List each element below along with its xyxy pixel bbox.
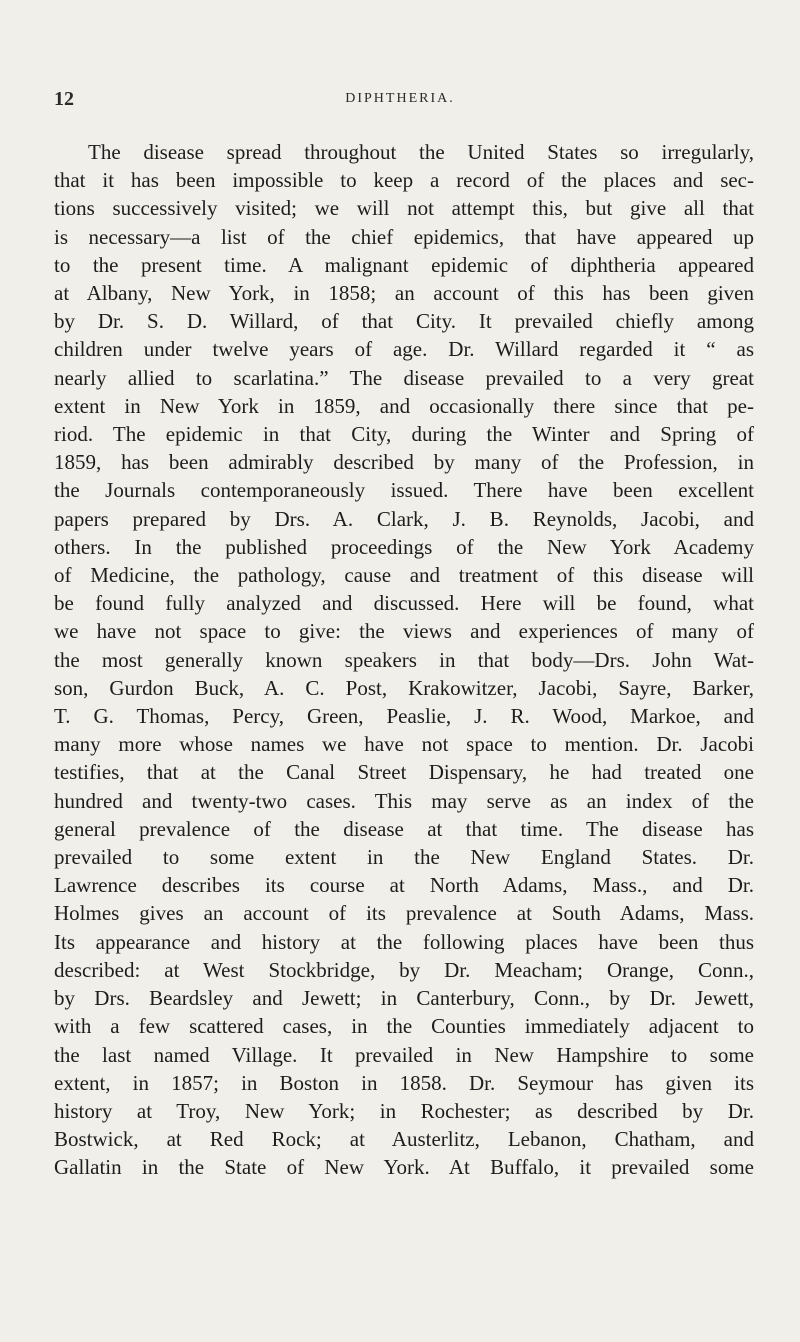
text-line: tions successively visited; we will not attempt this, but give all that xyxy=(54,196,754,221)
text-line: with a few scattered cases, in the Counties immediately adjacent to xyxy=(54,1014,754,1039)
text-line: Its appearance and history at the following places have been thus xyxy=(54,929,754,954)
text-line: the last named Village. It prevailed in New Hampshire to some xyxy=(54,1042,754,1067)
text-line: is necessary—a list of the chief epidemics, that have appeared up xyxy=(54,224,754,249)
text-line: Gallatin in the State of New York. At Buffalo, it prevailed some xyxy=(54,1155,754,1180)
text-line: Lawrence describes its course at North Adams, Mass., and Dr. xyxy=(54,873,754,898)
text-line: prevailed to some extent in the New England States. Dr. xyxy=(54,845,754,870)
running-title: DIPHTHERIA. xyxy=(345,91,455,106)
text-line: papers prepared by Drs. A. Clark, J. B. Reynolds, Jacobi, and xyxy=(54,506,754,531)
text-line: extent in New York in 1859, and occasionally there since that pe- xyxy=(54,393,754,418)
text-line: others. In the published proceedings of the New York Academy xyxy=(54,534,754,559)
text-line: The disease spread throughout the United States so irregularly, xyxy=(88,140,754,164)
page-number: 12 xyxy=(54,88,74,110)
text-line: T. G. Thomas, Percy, Green, Peaslie, J. R. Wood, Markoe, and xyxy=(54,704,754,729)
text-line: Holmes gives an account of its prevalence at South Adams, Mass. xyxy=(54,901,754,926)
text-line: children under twelve years of age. Dr. Willard regarded it “ as xyxy=(54,337,754,362)
text-line: that it has been impossible to keep a record of the places and sec- xyxy=(54,168,754,193)
text-line: Bostwick, at Red Rock; at Austerlitz, Lebanon, Chatham, and xyxy=(54,1127,754,1152)
text-line: by Dr. S. D. Willard, of that City. It prevailed chiefly among xyxy=(54,309,754,334)
text-line: many more whose names we have not space to mention. Dr. Jacobi xyxy=(54,732,754,757)
body-paragraph xyxy=(54,138,754,1182)
text-line: 1859, has been admirably described by many of the Profession, in xyxy=(54,450,754,475)
text-line: son, Gurdon Buck, A. C. Post, Krakowitzer, Jacobi, Sayre, Barker, xyxy=(54,675,754,700)
text-line: history at Troy, New York; in Rochester; as described by Dr. xyxy=(54,1098,754,1123)
text-line: general prevalence of the disease at that time. The disease has xyxy=(54,816,754,841)
text-line: extent, in 1857; in Boston in 1858. Dr. Seymour has given its xyxy=(54,1070,754,1095)
text-line: riod. The epidemic in that City, during the Winter and Spring of xyxy=(54,422,754,447)
text-line: we have not space to give: the views and experiences of many of xyxy=(54,619,754,644)
text-line: to the present time. A malignant epidemic of diphtheria appeared xyxy=(54,252,754,277)
text-line: the Journals contemporaneously issued. There have been excellent xyxy=(54,478,754,503)
text-line: nearly allied to scarlatina.” The disease prevailed to a very great xyxy=(54,365,754,390)
text-line: be found fully analyzed and discussed. Here will be found, what xyxy=(54,591,754,616)
text-line: testifies, that at the Canal Street Dispensary, he had treated one xyxy=(54,760,754,785)
text-line: of Medicine, the pathology, cause and treatment of this disease will xyxy=(54,563,754,588)
text-line: described: at West Stockbridge, by Dr. Meacham; Orange, Conn., xyxy=(54,957,754,982)
text-line: at Albany, New York, in 1858; an account of this has been given xyxy=(54,281,754,306)
text-line: the most generally known speakers in that body—Drs. John Wat- xyxy=(54,647,754,672)
text-line: by Drs. Beardsley and Jewett; in Canterbury, Conn., by Dr. Jewett, xyxy=(54,986,754,1011)
text-line: hundred and twenty-two cases. This may serve as an index of the xyxy=(54,788,754,813)
